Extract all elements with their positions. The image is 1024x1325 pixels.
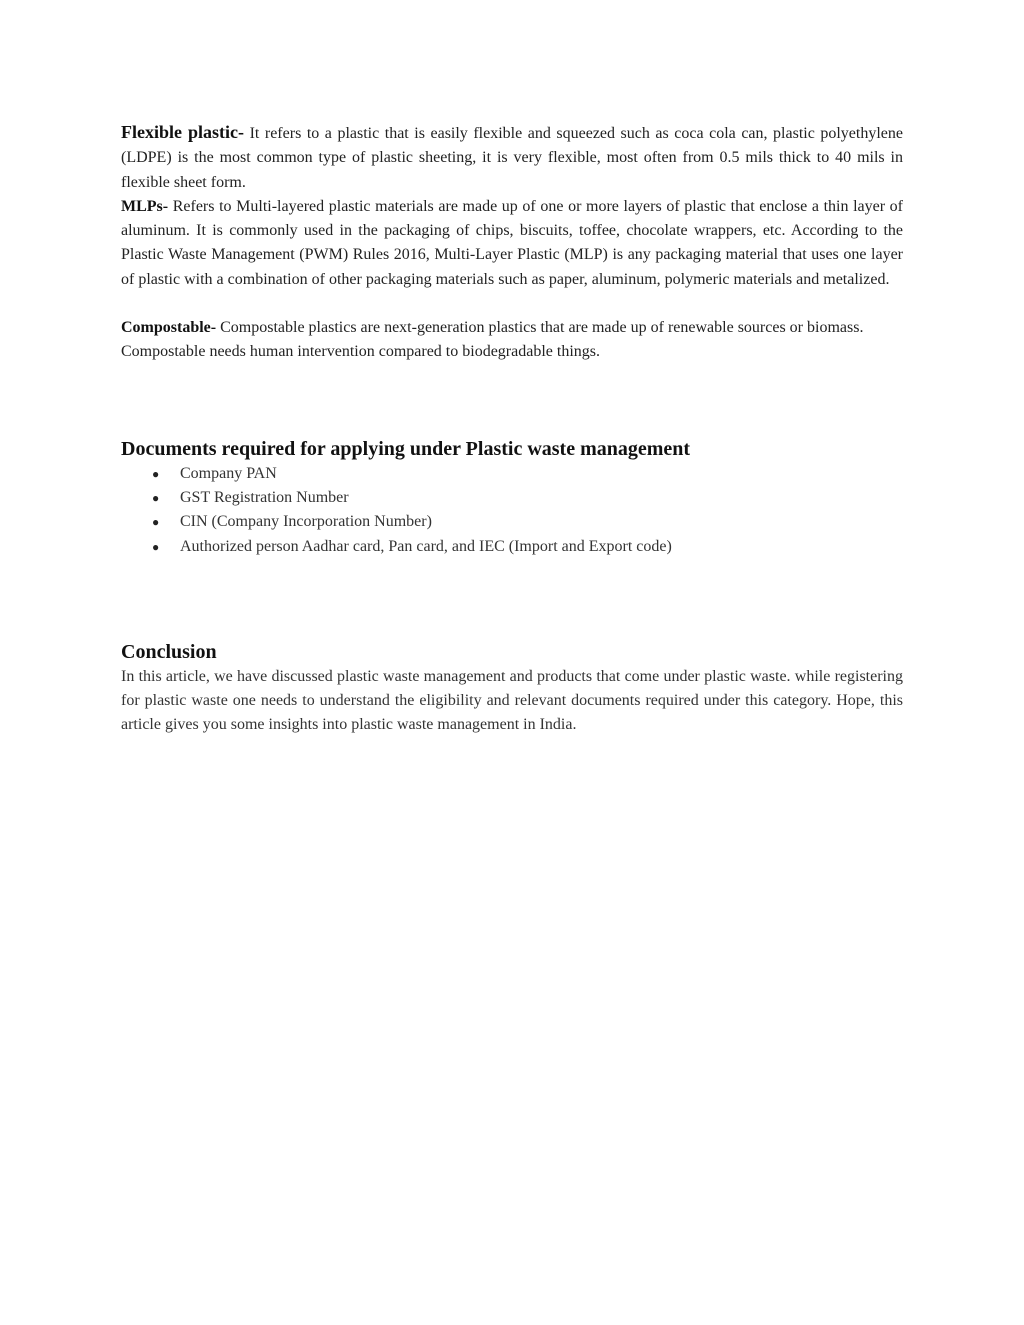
document-page (121, 120, 903, 738)
compostable-text: Compostable plastics are next-generation plastics that are made up of renewable sources or biomass. Compostable needs human intervention compared to biodegradable things. (121, 319, 864, 361)
bullet-icon: ● (152, 539, 160, 554)
conclusion-heading: Conclusion (121, 640, 217, 663)
documents-list (121, 462, 903, 559)
list-item (121, 535, 903, 559)
bullet-icon: ● (152, 490, 160, 505)
list-item-text: Authorized person Aadhar card, Pan card, and IEC (Import and Export code) (180, 537, 672, 555)
list-item (121, 510, 903, 534)
bullet-icon: ● (152, 515, 160, 530)
flexible-plastic-term: Flexible plastic- (121, 122, 245, 142)
compostable-paragraph (121, 316, 903, 365)
list-item (121, 486, 903, 510)
spacer (121, 365, 903, 436)
list-item-text: GST Registration Number (180, 488, 349, 506)
mlps-term: MLPs- (121, 197, 169, 215)
list-item (121, 462, 903, 486)
mlps-text: Refers to Multi-layered plastic materials are made up of one or more layers of plastic that enclose a thin layer of aluminum. It is commonly used in the packaging of chips, biscuits, toffee, chocolate wrappers, etc. According to the Plastic Waste Management (PWM) Rules 2016, Multi-Layer Plastic (MLP) is any packaging material that uses one layer of plastic with a combination of other packaging materials such as paper, aluminum, polymeric materials and metalized. (121, 197, 903, 288)
list-item-text: CIN (Company Incorporation Number) (180, 513, 432, 531)
conclusion-text: In this article, we have discussed plastic waste management and products that come under plastic waste. while registering for plastic waste one needs to understand the eligibility and relevant documents required under this category. Hope, this article gives you some insights into plastic waste management in India. (121, 667, 903, 734)
flexible-plastic-paragraph (121, 120, 903, 195)
flexible-plastic-text: It refers to a plastic that is easily flexible and squeezed such as coca cola can, plastic polyethylene (LDPE) is the most common type of plastic sheeting, it is very flexible, most often from 0.5 mils thick to 40 mils in flexible sheet form. (121, 125, 904, 191)
list-item-text: Company PAN (180, 464, 277, 482)
bullet-icon: ● (152, 466, 160, 481)
spacer (121, 559, 903, 639)
compostable-term: Compostable- (121, 319, 217, 337)
mlps-paragraph (121, 195, 903, 292)
documents-heading: Documents required for applying under Plastic waste management (121, 437, 691, 460)
spacer (121, 292, 903, 316)
